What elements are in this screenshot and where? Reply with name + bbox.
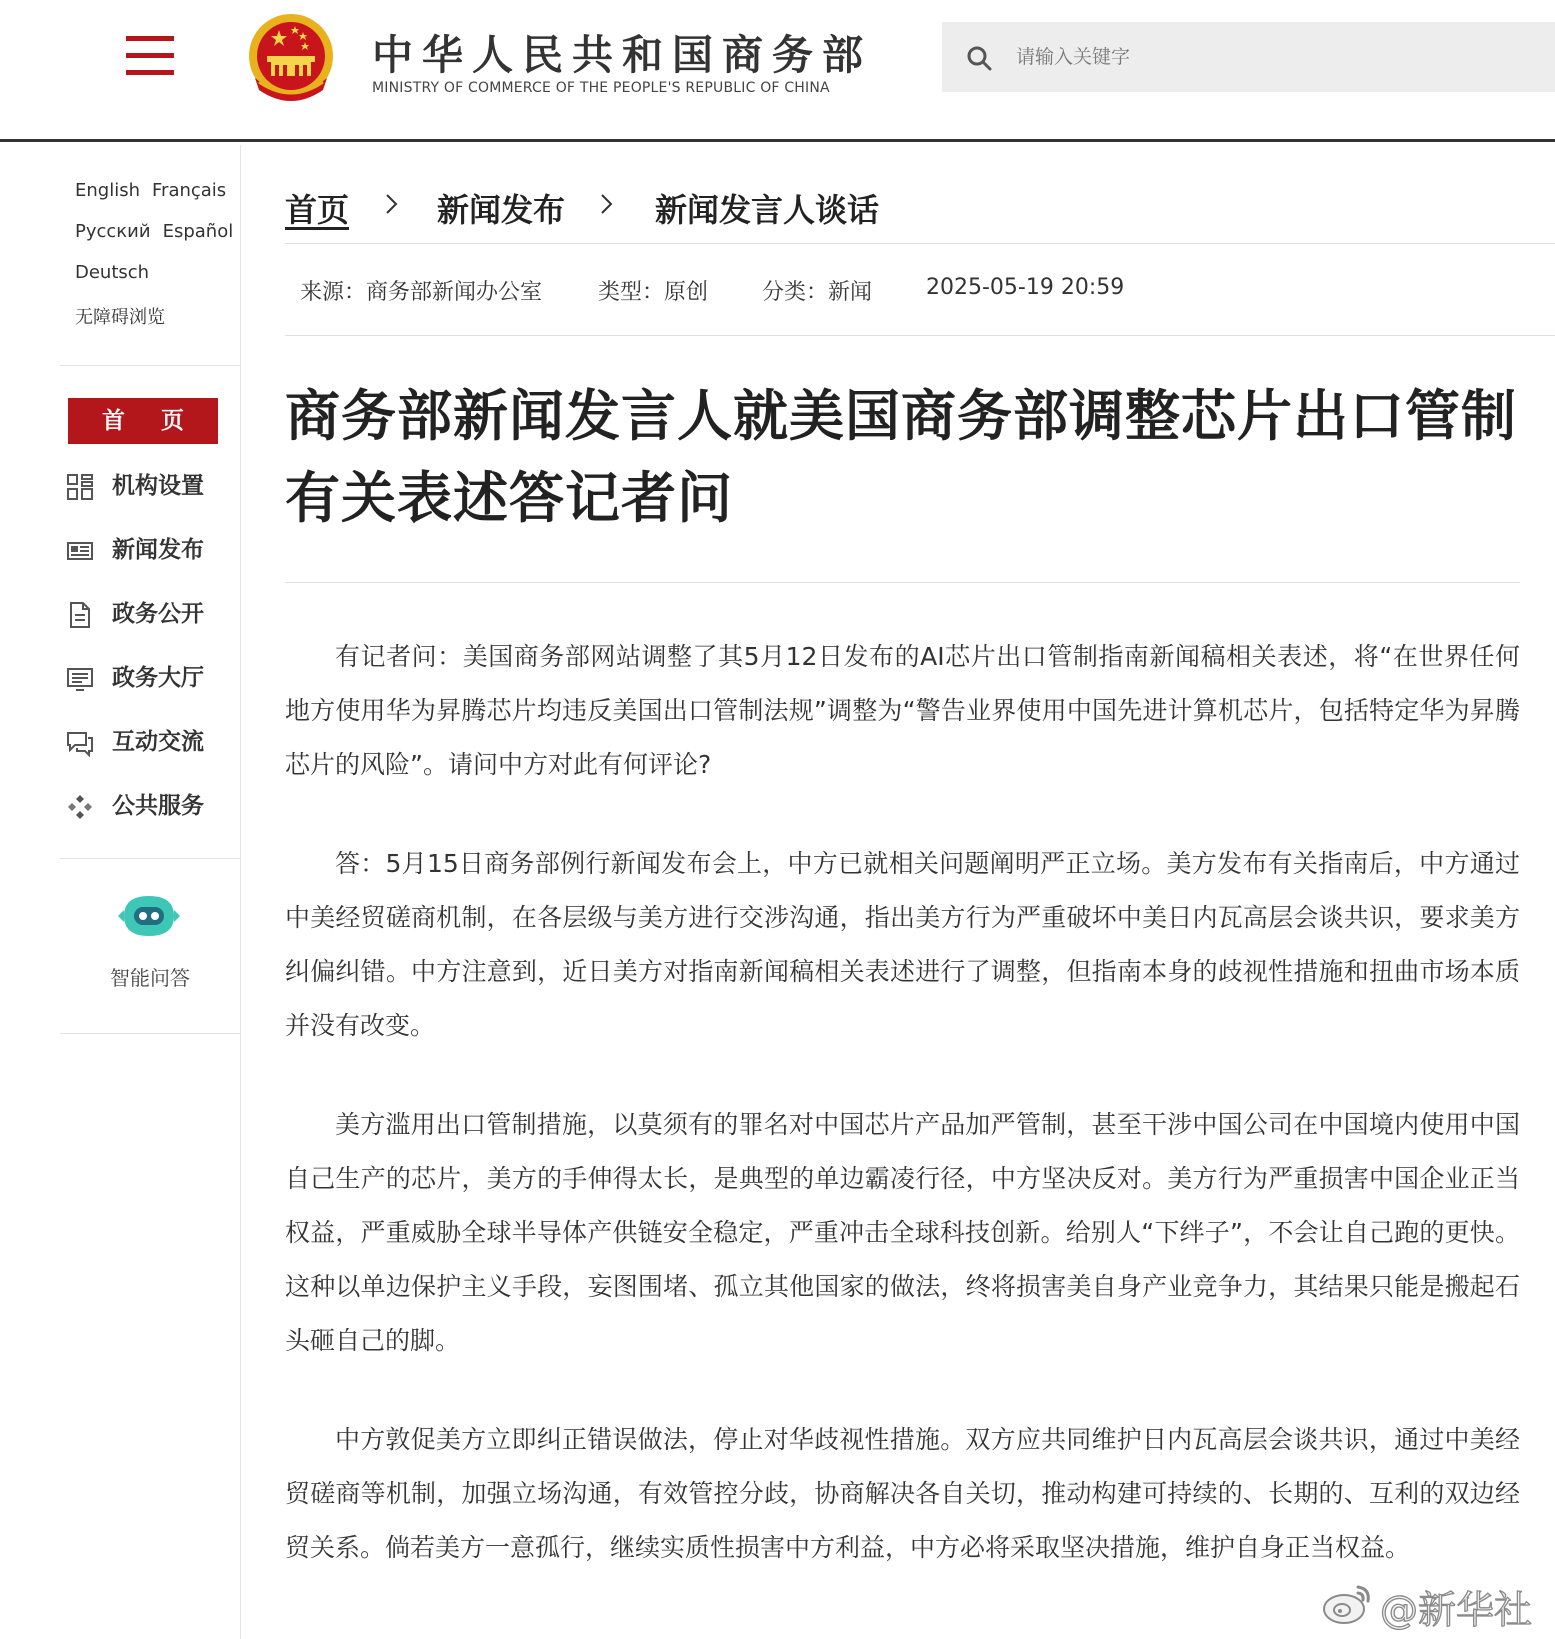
language-row-4: [75, 303, 177, 329]
lang-french-link[interactable]: Français: [152, 180, 227, 201]
sidebar-item-label: 政务公开: [112, 601, 204, 627]
breadcrumb-news[interactable]: 新闻发布: [437, 191, 566, 229]
sidebar-item-label: 政务大厅: [112, 665, 204, 691]
title-divider: [285, 582, 1520, 583]
weibo-icon: [1320, 1579, 1374, 1627]
breadcrumb-home[interactable]: 首页: [285, 191, 350, 229]
sidebar-item-public-service[interactable]: [66, 785, 236, 825]
search-input[interactable]: [1014, 22, 1534, 92]
article-type: 类型：原创: [598, 280, 709, 305]
article-title: 商务部新闻发言人就美国商务部调整芯片出口管制有关表述答记者问: [285, 384, 1518, 530]
sidebar-divider: [60, 365, 240, 366]
robot-assistant-icon[interactable]: [114, 890, 184, 942]
language-row-3: [75, 262, 161, 283]
sidebar-item-interaction[interactable]: [66, 721, 236, 761]
sidebar-home-button[interactable]: 首 页: [68, 398, 218, 444]
site-title: 中华人民共和国商务部: [372, 31, 872, 79]
hamburger-menu-icon[interactable]: [126, 36, 174, 76]
lang-spanish-link[interactable]: Español: [162, 221, 234, 242]
news-icon: [66, 537, 94, 565]
sidebar-item-service-hall[interactable]: [66, 657, 236, 697]
language-row-2: [75, 221, 245, 242]
sidebar-item-label: 新闻发布: [112, 537, 204, 563]
article-paragraph: 中方敦促美方立即纠正错误做法，停止对华歧视性措施。双方应共同维护日内瓦高层会谈共识，通过中美经贸磋商等机制，加强立场沟通，有效管控分歧，协商解决各自关切，推动构建可持续的、长期的、互利的双边经贸关系。倘若美方一意孤行，继续实质性损害中方利益，中方必将采取坚决措施，维护自身正当权益。: [285, 1425, 1520, 1562]
chevron-right-icon: [382, 189, 402, 219]
site-header: [0, 0, 1555, 142]
watermark-text: @新华社: [1380, 1588, 1533, 1632]
site-subtitle: MINISTRY OF COMMERCE OF THE PEOPLE'S REPUBLIC OF CHINA: [372, 80, 830, 96]
sidebar-divider: [60, 1033, 240, 1034]
lang-russian-link[interactable]: Русский: [75, 221, 151, 242]
lang-german-link[interactable]: Deutsch: [75, 262, 150, 283]
meta-divider: [285, 335, 1555, 336]
article-body: [285, 630, 1520, 1620]
search-bar: [942, 22, 1555, 92]
sidebar-item-government-affairs[interactable]: [66, 593, 236, 633]
sidebar-item-label: 公共服务: [112, 793, 204, 819]
chat-icon: [66, 729, 94, 757]
service-icon: [66, 793, 94, 821]
language-row-1: [75, 180, 238, 201]
sidebar: [0, 145, 241, 1639]
hall-icon: [66, 665, 94, 693]
chevron-right-icon: [597, 189, 617, 219]
sidebar-divider: [60, 858, 240, 859]
sidebar-item-organization[interactable]: [66, 465, 236, 505]
document-icon: [66, 601, 94, 629]
sidebar-item-label: 互动交流: [112, 729, 204, 755]
article-source: 来源：商务部新闻办公室: [300, 280, 543, 305]
watermark: [1320, 1575, 1550, 1635]
article-paragraph: 答：5月15日商务部例行新闻发布会上，中方已就相关问题阐明严正立场。美方发布有关指南后，中方通过中美经贸磋商机制，在各层级与美方进行交涉沟通，指出美方行为严重破坏中美日内瓦高层会谈共识，要求美方纠偏纠错。中方注意到，近日美方对指南新闻稿相关表述进行了调整，但指南本身的歧视性措施和扭曲市场本质并没有改变。: [285, 849, 1520, 1040]
article-category: 分类：新闻: [762, 280, 873, 305]
sidebar-item-label: 机构设置: [112, 473, 204, 499]
lang-english-link[interactable]: English: [75, 180, 140, 201]
search-icon[interactable]: [964, 43, 994, 73]
article-paragraph: 有记者问：美国商务部网站调整了其5月12日发布的AI芯片出口管制指南新闻稿相关表述，将“在世界任何地方使用华为昇腾芯片均违反美国出口管制法规”调整为“警告业界使用中国先进计算机芯片，包括特定华为昇腾芯片的风险”。请问中方对此有何评论?: [285, 642, 1520, 779]
assistant-label[interactable]: 智能问答: [110, 966, 190, 990]
breadcrumb-spokesperson[interactable]: 新闻发言人谈话: [655, 191, 880, 229]
org-chart-icon: [66, 473, 94, 501]
national-emblem-icon[interactable]: [245, 12, 337, 108]
sidebar-item-news[interactable]: [66, 529, 236, 569]
article-datetime: 2025-05-19 20:59: [926, 275, 1125, 300]
breadcrumb-divider: [285, 243, 1555, 244]
accessibility-link[interactable]: 无障碍浏览: [75, 307, 165, 328]
article-paragraph: 美方滥用出口管制措施，以莫须有的罪名对中国芯片产品加严管制，甚至干涉中国公司在中国境内使用中国自己生产的芯片，美方的手伸得太长，是典型的单边霸凌行径，中方坚决反对。美方行为严重损害中国企业正当权益，严重威胁全球半导体产供链安全稳定，严重冲击全球科技创新。给别人“下绊子”，不会让自己跑的更快。这种以单边保护主义手段，妄图围堵、孤立其他国家的做法，终将损害美自身产业竞争力，其结果只能是搬起石头砸自己的脚。: [285, 1110, 1520, 1355]
